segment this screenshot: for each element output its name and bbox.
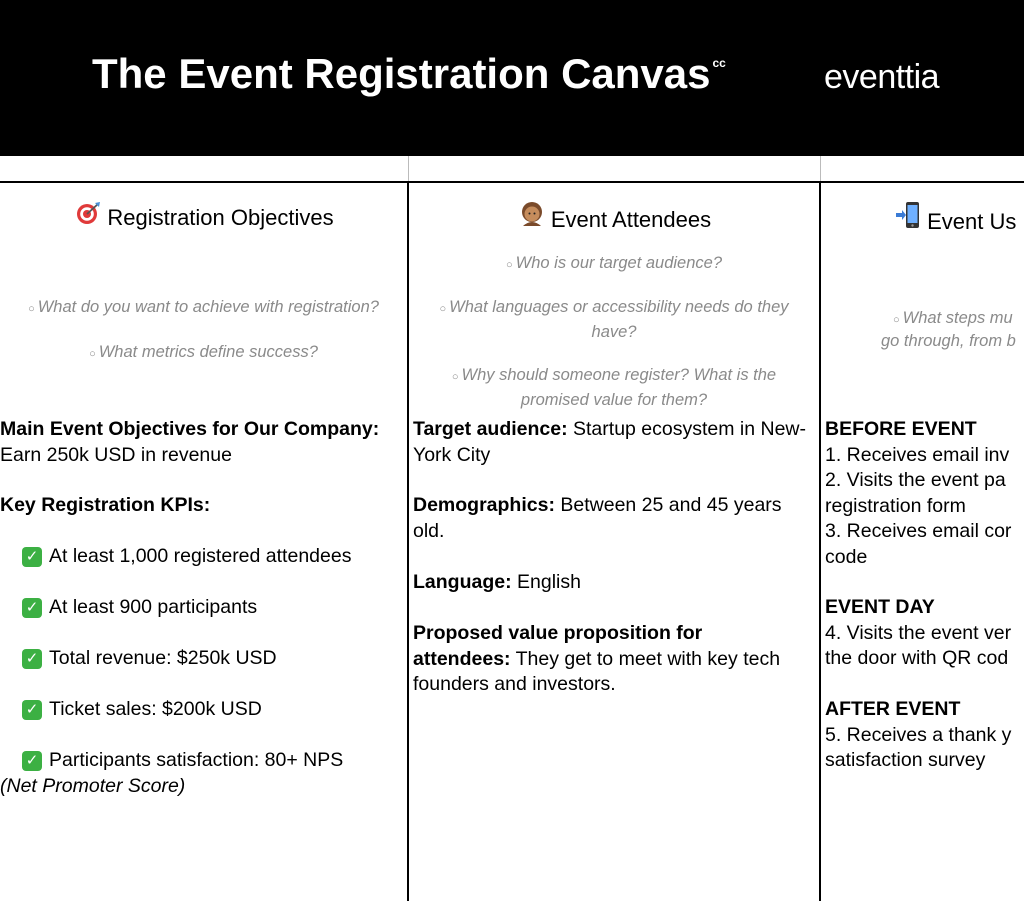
- guiding-question: go through, from b: [881, 332, 1016, 350]
- check-icon: ✓: [22, 547, 42, 567]
- attendee-language: Language: English: [413, 571, 581, 593]
- objectives-text: Main Event Objectives for Our Company: Earn 250k USD in revenue: [0, 418, 380, 466]
- column-heading: Registration Objectives: [0, 201, 407, 231]
- kpi-item: ✓ Ticket sales: $200k USD: [22, 697, 400, 723]
- canvas-title: The Event Registration Canvas $^{cc}$: [92, 50, 726, 97]
- check-icon: ✓: [22, 700, 42, 720]
- attendee-demographics: Demographics: Between 25 and 45 years old.: [413, 494, 782, 542]
- kpi-item: ✓ At least 1,000 registered attendees: [22, 544, 400, 570]
- title-superscript: cc: [712, 56, 726, 70]
- kpi-list: [0, 544, 400, 799]
- guiding-question: ○ What metrics define success?: [89, 343, 318, 361]
- person-icon: [517, 201, 547, 233]
- check-icon: ✓: [22, 751, 42, 771]
- attendee-value-proposition: Proposed value proposition for attendees: They get to meet with key tech founders and investors.: [413, 622, 781, 695]
- divider: [408, 156, 409, 182]
- column-registration-objectives: [0, 183, 407, 901]
- guiding-question: ○ Why should someone register? What is the promised value for them?: [451, 366, 777, 409]
- guiding-question: ○ What languages or accessibility needs do they have?: [439, 298, 789, 341]
- column-heading: Event Attendees: [409, 201, 819, 233]
- divider: [820, 156, 821, 182]
- check-icon: ✓: [22, 649, 42, 669]
- journey-event-day: EVENT DAY 4. Visits the event ver the door with QR cod: [825, 596, 1012, 669]
- journey-before-event: BEFORE EVENT 1. Receives email inv 2. Visits the event pa registration form 3. Receives email cor code: [825, 418, 1012, 568]
- column-heading: Event Us: [895, 201, 1016, 235]
- guiding-question: ○ What do you want to achieve with registration?: [28, 298, 379, 316]
- canvas-header: [0, 0, 1024, 156]
- kpi-item: ✓ Participants satisfaction: 80+ NPS: [22, 748, 400, 774]
- guiding-question: ○ What steps mu: [893, 309, 1013, 327]
- column-event-user-journey: [821, 183, 1024, 901]
- check-icon: ✓: [22, 598, 42, 618]
- attendee-target-audience: Target audience: Startup ecosystem in New-York City: [413, 418, 807, 466]
- column-event-attendees: [409, 183, 819, 901]
- eventtia-logo: eventtia: [824, 58, 940, 96]
- mobile-phone-icon: [895, 209, 927, 234]
- kpi-item: ✓ At least 900 participants: [22, 595, 400, 621]
- kpis-heading: Key Registration KPIs:: [0, 494, 211, 516]
- target-dart-icon: [73, 201, 103, 231]
- guiding-question: ○ Who is our target audience?: [505, 254, 723, 272]
- journey-after-event: AFTER EVENT 5. Receives a thank y satisfaction survey: [825, 698, 1012, 771]
- kpi-item: ✓ Total revenue: $250k USD: [22, 646, 400, 672]
- kpi-note: (Net Promoter Score): [0, 774, 186, 797]
